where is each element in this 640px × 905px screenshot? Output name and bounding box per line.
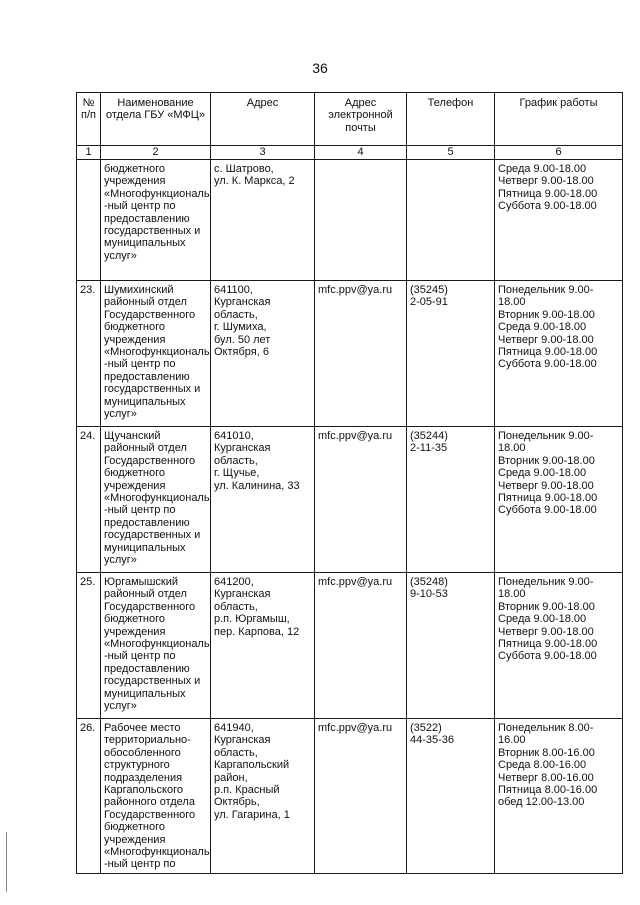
cell-line: Курганская: [214, 588, 271, 601]
cell-line: область,: [214, 308, 258, 321]
cell-line: учреждения: [104, 625, 166, 638]
cell-line: обед 12.00-13.00: [498, 796, 585, 809]
schedule-cell: [495, 160, 623, 281]
cell-line: Государственного: [104, 808, 196, 821]
row-number-cell: [77, 160, 101, 281]
cell-line: р.п. Юргамыш,: [214, 613, 290, 626]
phone-cell: [407, 281, 495, 427]
cell-line: районный отдел: [104, 588, 187, 601]
header-schedule: График работы: [495, 93, 623, 146]
cell-line: Четверг 9.00-18.00: [498, 333, 594, 346]
cell-line: (35245): [410, 284, 448, 296]
cell-line: Четверг 9.00-18.00: [498, 625, 594, 638]
cell-line: Среда 9.00-18.00: [498, 467, 587, 480]
address-cell: [211, 281, 315, 427]
cell-line: муниципальных: [104, 687, 186, 700]
cell-line: Октября, 6: [214, 346, 269, 359]
cell-line: услуг»: [104, 554, 137, 567]
column-number-row: [77, 146, 623, 160]
table-row: [77, 719, 623, 874]
schedule-cell: [495, 281, 623, 427]
scan-edge-line: [6, 832, 7, 892]
table-row: [77, 160, 623, 281]
table-row: [77, 427, 623, 573]
column-number: 4: [315, 146, 407, 160]
cell-line: бюджетного: [104, 821, 165, 834]
cell-line: «Многофункциональ: [104, 492, 210, 505]
cell-line: 641940,: [214, 722, 254, 734]
cell-line: Четверг 8.00-16.00: [498, 771, 594, 784]
cell-line: бул. 50 лет: [214, 333, 271, 346]
cell-line: Пятница 8.00-16.00: [498, 784, 598, 797]
email-cell: [315, 160, 407, 281]
cell-line: 2-11-35: [410, 442, 448, 455]
cell-line: государственных и: [104, 383, 201, 396]
column-number: 3: [211, 146, 315, 160]
cell-line: Вторник 9.00-18.00: [498, 308, 595, 321]
cell-line: государственных и: [104, 675, 201, 688]
cell-line: 18.00: [498, 442, 526, 455]
cell-line: Государственного: [104, 454, 196, 467]
cell-line: Среда 9.00-18.00: [498, 321, 587, 334]
row-number-cell: 23.: [77, 281, 101, 427]
cell-line: Рабочее место: [104, 722, 181, 734]
cell-line: бюджетного: [104, 613, 165, 626]
header-department-name: Наименование отдела ГБУ «МФЦ»: [101, 93, 211, 146]
cell-line: с. Шатрово,: [214, 163, 274, 175]
department-name-cell: [101, 160, 211, 281]
schedule-cell: [495, 427, 623, 573]
column-number: 5: [407, 146, 495, 160]
cell-line: Понедельник 9.00-: [498, 430, 594, 442]
cell-line: -ный центр по: [104, 200, 176, 213]
cell-line: Среда 9.00-18.00: [498, 613, 587, 626]
cell-line: государственных и: [104, 225, 201, 238]
cell-line: «Многофункциональ: [104, 187, 210, 200]
cell-line: предоставлению: [104, 212, 190, 225]
cell-line: услуг»: [104, 700, 137, 713]
email-cell: mfc.ppv@ya.ru: [315, 281, 407, 427]
cell-line: обособленного: [104, 746, 181, 759]
cell-line: учреждения: [104, 479, 166, 492]
cell-line: Среда 9.00-18.00: [498, 163, 587, 175]
address-cell: [211, 719, 315, 874]
cell-line: -ный центр по: [104, 650, 176, 663]
cell-line: Среда 8.00-16.00: [498, 759, 587, 772]
cell-line: структурного: [104, 759, 170, 772]
cell-line: предоставлению: [104, 662, 190, 675]
cell-line: Четверг 9.00-18.00: [498, 479, 594, 492]
cell-line: 18.00: [498, 296, 526, 309]
cell-line: р.п. Красный: [214, 784, 280, 797]
header-phone: Телефон: [407, 93, 495, 146]
cell-line: Вторник 9.00-18.00: [498, 600, 595, 613]
cell-line: Понедельник 8.00-: [498, 722, 594, 734]
cell-line: Каргапольский: [214, 759, 290, 772]
address-cell: [211, 573, 315, 719]
cell-line: г. Шумиха,: [214, 321, 267, 334]
department-name-cell: [101, 719, 211, 874]
cell-line: услуг»: [104, 408, 137, 421]
cell-line: (3522): [410, 722, 442, 734]
cell-line: предоставлению: [104, 370, 190, 383]
cell-line: услуг»: [104, 249, 137, 262]
cell-line: Четверг 9.00-18.00: [498, 175, 594, 188]
schedule-cell: [495, 573, 623, 719]
cell-line: Государственного: [104, 600, 196, 613]
cell-line: ул. Гагарина, 1: [214, 808, 290, 821]
cell-line: «Многофункциональ: [104, 846, 210, 859]
cell-line: Вторник 9.00-18.00: [498, 454, 595, 467]
cell-line: 9-10-53: [410, 588, 448, 601]
cell-line: Юргамышский: [104, 576, 179, 588]
department-name-cell: [101, 281, 211, 427]
cell-line: подразделения: [104, 771, 183, 784]
cell-line: «Многофункциональ: [104, 346, 210, 359]
table-header-row: [77, 93, 623, 146]
cell-line: (35248): [410, 576, 448, 588]
cell-line: «Многофункциональ: [104, 638, 210, 651]
department-name-cell: [101, 427, 211, 573]
cell-line: государственных и: [104, 529, 201, 542]
cell-line: районного отдела: [104, 796, 195, 809]
header-address: Адрес: [211, 93, 315, 146]
page-number: 36: [312, 60, 328, 76]
cell-line: Пятница 9.00-18.00: [498, 638, 598, 651]
cell-line: область,: [214, 600, 258, 613]
cell-line: область,: [214, 454, 258, 467]
row-number-cell: 24.: [77, 427, 101, 573]
cell-line: (35244): [410, 430, 448, 442]
column-number: 6: [495, 146, 623, 160]
cell-line: Суббота 9.00-18.00: [498, 358, 597, 371]
cell-line: Шумихинский: [104, 284, 174, 296]
cell-line: г. Щучье,: [214, 467, 260, 480]
address-cell: [211, 160, 315, 281]
cell-line: область,: [214, 746, 258, 759]
cell-line: Суббота 9.00-18.00: [498, 650, 597, 663]
cell-line: 641200,: [214, 576, 254, 588]
cell-line: -ный центр по: [104, 504, 176, 517]
cell-line: 641100,: [214, 284, 253, 296]
cell-line: муниципальных: [104, 237, 186, 250]
phone-cell: [407, 573, 495, 719]
column-number: 1: [77, 146, 101, 160]
cell-line: район,: [214, 771, 248, 784]
cell-line: учреждения: [104, 333, 166, 346]
cell-line: 641010,: [214, 430, 254, 442]
phone-cell: [407, 160, 495, 281]
email-cell: mfc.ppv@ya.ru: [315, 719, 407, 874]
table-row: [77, 573, 623, 719]
cell-line: 2-05-91: [410, 296, 448, 309]
cell-line: Вторник 8.00-16.00: [498, 746, 595, 759]
cell-line: Пятница 9.00-18.00: [498, 492, 598, 505]
cell-line: Пятница 9.00-18.00: [498, 187, 598, 200]
column-number: 2: [101, 146, 211, 160]
email-cell: mfc.ppv@ya.ru: [315, 427, 407, 573]
cell-line: ул. К. Маркса, 2: [214, 175, 295, 188]
schedule-cell: [495, 719, 623, 874]
cell-line: муниципальных: [104, 541, 186, 554]
row-number-cell: 25.: [77, 573, 101, 719]
department-name-cell: [101, 573, 211, 719]
email-cell: mfc.ppv@ya.ru: [315, 573, 407, 719]
cell-line: Понедельник 9.00-: [498, 576, 594, 588]
cell-line: Курганская: [214, 442, 271, 455]
cell-line: Курганская: [214, 734, 271, 747]
cell-line: Курганская: [214, 296, 271, 309]
cell-line: Суббота 9.00-18.00: [498, 504, 597, 517]
cell-line: бюджетного: [104, 321, 165, 334]
cell-line: Суббота 9.00-18.00: [498, 200, 597, 213]
cell-line: районный отдел: [104, 296, 187, 309]
cell-line: Государственного: [104, 308, 196, 321]
cell-line: учреждения: [104, 833, 166, 846]
cell-line: пер. Карпова, 12: [214, 625, 300, 638]
cell-line: территориально-: [104, 734, 191, 747]
cell-line: 16.00: [498, 734, 526, 747]
row-number-cell: 26.: [77, 719, 101, 874]
header-email: Адрес электронной почты: [315, 93, 407, 146]
table-row: [77, 281, 623, 427]
cell-line: учреждения: [104, 175, 166, 188]
cell-line: -ный центр по: [104, 858, 176, 871]
header-number: № п/п: [77, 93, 101, 146]
cell-line: Каргапольского: [104, 784, 183, 797]
cell-line: районный отдел: [104, 442, 187, 455]
cell-line: Понедельник 9.00-: [498, 284, 594, 296]
cell-line: Октябрь,: [214, 796, 260, 809]
cell-line: -ный центр по: [104, 358, 176, 371]
cell-line: муниципальных: [104, 395, 186, 408]
cell-line: 18.00: [498, 588, 526, 601]
cell-line: Щучанский: [104, 430, 161, 442]
phone-cell: [407, 719, 495, 874]
mfc-departments-table: [76, 92, 623, 874]
cell-line: ул. Калинина, 33: [214, 479, 300, 492]
cell-line: 44-35-36: [410, 734, 455, 747]
cell-line: бюджетного: [104, 467, 165, 480]
phone-cell: [407, 427, 495, 573]
address-cell: [211, 427, 315, 573]
cell-line: Пятница 9.00-18.00: [498, 346, 598, 359]
cell-line: бюджетного: [104, 163, 165, 175]
cell-line: предоставлению: [104, 516, 190, 529]
